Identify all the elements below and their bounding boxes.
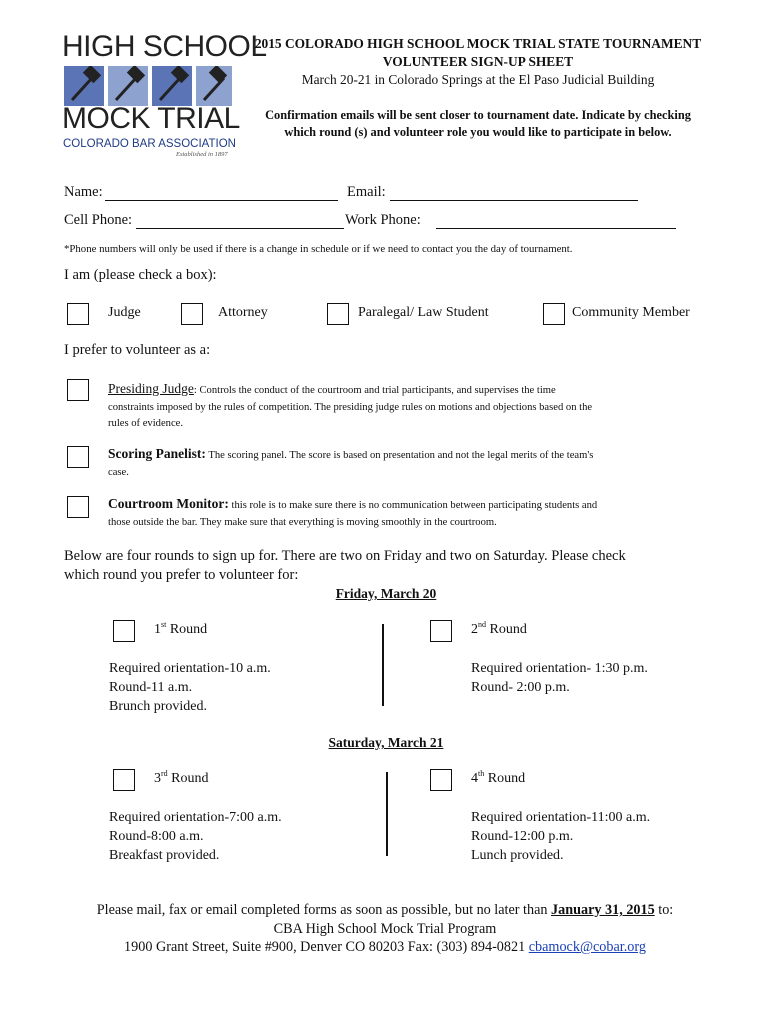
checkbox-round-4[interactable] [430,769,452,791]
cell-phone-field[interactable] [136,228,344,229]
checkbox-courtroom-monitor[interactable] [67,496,89,518]
round-4-details: Required orientation-11:00 a.m. Round-12:00 p.m. Lunch provided. [471,810,651,863]
checkbox-paralegal[interactable] [327,303,349,325]
checkbox-scoring-panelist[interactable] [67,446,89,468]
friday-divider [382,624,384,706]
role-scoring-panelist [108,446,718,481]
doc-subtitle: March 20-21 in Colorado Springs at the El Paso Judicial Building [301,72,655,87]
role-desc: those outside the bar. They make sure that everything is moving smoothly in the courtroom. [108,516,497,528]
option-attorney-label: Attorney [218,305,268,320]
cell-phone-label: Cell Phone: [64,212,133,228]
role-desc: case. [108,466,129,478]
rounds-intro-1: Below are four rounds to sign up for. There are two on Friday and two on Saturday. Please check [64,548,626,564]
name-field[interactable] [105,200,338,201]
email-field[interactable] [390,200,638,201]
logo-established: Established in 1897 [176,151,228,158]
email-label: Email: [347,184,386,200]
confirmation-note-1: Confirmation emails will be sent closer to tournament date. Indicate by checking [265,108,691,122]
footer-line-3: 1900 Grant Street, Suite #900, Denver CO 80203 Fax: (303) 894-0821 cbamock@cobar.org [124,939,646,955]
round-3-details: Required orientation-7:00 a.m. Round-8:00 a.m. Breakfast provided. [109,810,282,863]
role-desc: Controls the conduct of the courtroom and trial participants, and supervises the time [199,385,556,396]
saturday-heading: Saturday, March 21 [328,735,444,750]
logo-org: COLORADO BAR ASSOCIATION [63,138,236,150]
logo [60,30,267,160]
round-2-details: Required orientation- 1:30 p.m. Round- 2:00 p.m. [471,661,648,695]
saturday-divider [386,772,388,856]
option-paralegal-label: Paralegal/ Law Student [358,305,489,320]
checkbox-presiding-judge[interactable] [67,379,89,401]
logo-line2: MOCK TRIAL [62,102,240,135]
confirmation-note-2: which round (s) and volunteer role you would like to participate in below. [284,125,672,139]
checkbox-judge[interactable] [67,303,89,325]
checkbox-round-1[interactable] [113,620,135,642]
iam-heading: I am (please check a box): [64,267,217,283]
option-community-member-label: Community Member [572,305,690,320]
checkbox-round-2[interactable] [430,620,452,642]
footer-line-2: CBA High School Mock Trial Program [273,921,497,937]
role-title: Courtroom Monitor: [108,496,229,511]
role-courtroom-monitor [108,496,718,531]
round-4-label: 4th Round [471,769,526,786]
footer-line-1: Please mail, fax or email completed forms as soon as possible, but no later than January 31, 2015 to: [96,902,674,918]
deadline: January 31, 2015 [551,902,655,918]
logo-line1: HIGH SCHOOL [62,30,267,63]
round-2-label: 2nd Round [471,620,527,637]
role-title: Scoring Panelist: [108,446,206,461]
checkbox-attorney[interactable] [181,303,203,325]
round-1-details: Required orientation-10 a.m. Round-11 a.m. Brunch provided. [109,661,271,714]
phone-note: *Phone numbers will only be used if there is a change in schedule or if we need to contact you the day of tournament. [64,243,573,255]
checkbox-community-member[interactable] [543,303,565,325]
role-desc: The scoring panel. The score is based on presentation and not the legal merits of the team's [208,450,594,461]
role-desc: constraints imposed by the rules of competition. The presiding judge rules on motions and objections based on the [108,401,593,413]
option-judge-label: Judge [108,305,141,320]
role-desc: rules of evidence. [108,418,184,429]
round-3-label: 3rd Round [154,769,209,786]
role-presiding-judge: Presiding Judge: Controls the conduct of the courtroom and trial participants, and supervises the time constraints imposed by the rules of competition. The presiding judge rules on motions and objections based on the rules of evidence. [108,381,593,429]
role-desc: this role is to make sure there is no communication between participating students and [231,500,598,511]
rounds-intro-2: which round you prefer to volunteer for: [64,567,299,583]
email-link[interactable]: cbamock@cobar.org [528,939,646,955]
doc-title-1: 2015 COLORADO HIGH SCHOOL MOCK TRIAL STATE TOURNAMENT [254,36,702,51]
prefer-heading: I prefer to volunteer as a: [64,342,211,358]
work-phone-label: Work Phone: [345,212,421,228]
doc-title-2: VOLUNTEER SIGN-UP SHEET [382,54,574,69]
friday-heading: Friday, March 20 [335,586,437,601]
work-phone-field[interactable] [436,228,676,229]
role-title: Presiding Judge [108,381,194,396]
name-label: Name: [64,184,103,200]
checkbox-round-3[interactable] [113,769,135,791]
round-1-label: 1st Round [154,620,208,637]
